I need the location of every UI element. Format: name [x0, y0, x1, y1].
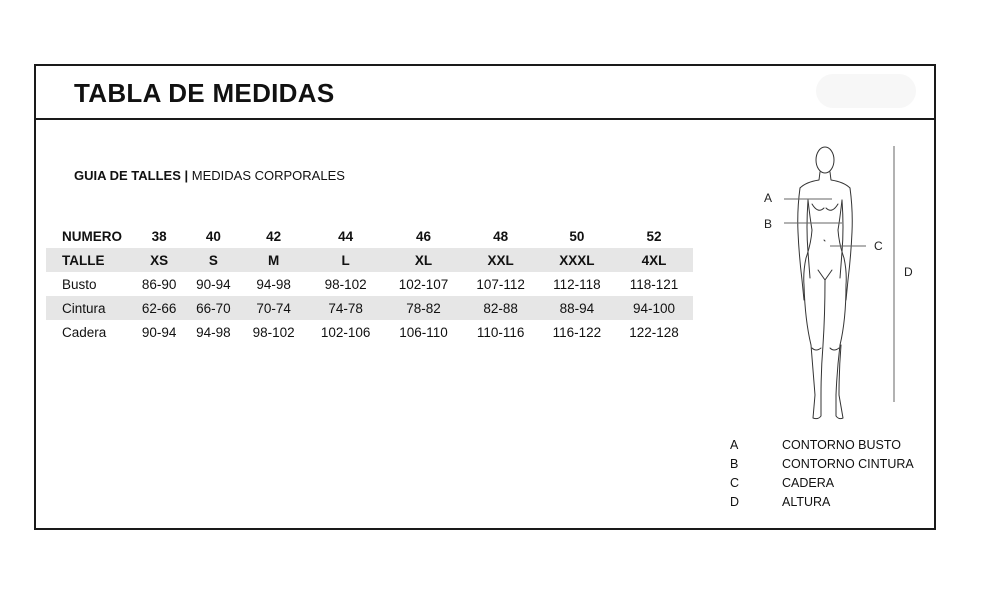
cell: 98-102	[252, 324, 295, 340]
table-row-numero	[46, 224, 693, 248]
cell: 88-94	[539, 296, 615, 320]
table-row-cadera	[46, 320, 693, 344]
cell: 106-110	[399, 324, 448, 340]
measure-lines	[784, 146, 894, 402]
row-label: Busto	[62, 276, 97, 292]
cell: 40	[205, 228, 221, 244]
cell: 102-106	[320, 324, 371, 340]
cell: 107-112	[476, 276, 525, 292]
legend-key: B	[730, 457, 739, 471]
cell: 94-98	[196, 324, 231, 340]
cell: 52	[646, 228, 662, 244]
cell: 118-121	[629, 276, 679, 292]
body-outline-icon	[798, 147, 853, 419]
table-row-busto	[46, 272, 693, 296]
cell: 46	[415, 228, 431, 244]
table-subtitle	[74, 168, 345, 183]
row-label: TALLE	[46, 248, 132, 272]
cell: 94-98	[256, 276, 291, 292]
header-bar	[36, 66, 934, 120]
cell: 102-107	[398, 276, 449, 292]
figure-letter-c: C	[874, 239, 883, 253]
legend-value: CADERA	[782, 476, 835, 490]
cell: XXL	[462, 248, 538, 272]
cell: 122-128	[629, 324, 679, 340]
cell: 90-94	[141, 324, 177, 340]
cell: 82-88	[462, 296, 538, 320]
legend-value: ALTURA	[782, 495, 831, 509]
cell: 70-74	[241, 296, 307, 320]
subtitle-bold: GUIA DE TALLES |	[74, 168, 189, 183]
cell: 4XL	[615, 248, 693, 272]
cell: 86-90	[141, 276, 177, 292]
cell: XXXL	[539, 248, 615, 272]
cell: XL	[385, 248, 463, 272]
cell: 38	[151, 228, 167, 244]
legend-key: D	[730, 495, 740, 509]
cell: 112-118	[553, 276, 601, 292]
subtitle-normal: MEDIDAS CORPORALES	[191, 168, 345, 183]
figure-letter-b: B	[764, 217, 773, 231]
cell: 94-100	[615, 296, 693, 320]
legend-key: C	[730, 476, 740, 490]
row-label: Cintura	[46, 296, 132, 320]
table-row-talle	[46, 248, 693, 272]
cell: 78-82	[385, 296, 463, 320]
size-table	[46, 224, 693, 344]
cell: 66-70	[186, 296, 240, 320]
cell: XS	[132, 248, 186, 272]
logo-placeholder	[816, 74, 916, 108]
table-row-cintura	[46, 296, 693, 320]
legend-value: CONTORNO CINTURA	[782, 457, 914, 471]
figure-letter-a: A	[764, 191, 773, 205]
row-label: NUMERO	[62, 228, 122, 244]
cell: 50	[569, 228, 585, 244]
body-measure-figure	[726, 140, 926, 430]
cell: 42	[266, 228, 282, 244]
size-chart-frame	[34, 64, 936, 530]
cell: 48	[493, 228, 509, 244]
cell: L	[307, 248, 385, 272]
cell: 74-78	[307, 296, 385, 320]
cell: 44	[338, 228, 354, 244]
page-title: TABLA DE MEDIDAS	[74, 78, 335, 108]
cell: 116-122	[552, 324, 602, 340]
cell: 98-102	[324, 276, 367, 292]
cell: 110-116	[476, 324, 525, 340]
legend-key: A	[730, 438, 739, 452]
figure-letter-d: D	[904, 265, 913, 279]
cell: S	[186, 248, 240, 272]
cell: 62-66	[132, 296, 186, 320]
cell: M	[241, 248, 307, 272]
legend-value: CONTORNO BUSTO	[782, 438, 901, 452]
cell: 90-94	[196, 276, 231, 292]
row-label: Cadera	[62, 324, 107, 340]
